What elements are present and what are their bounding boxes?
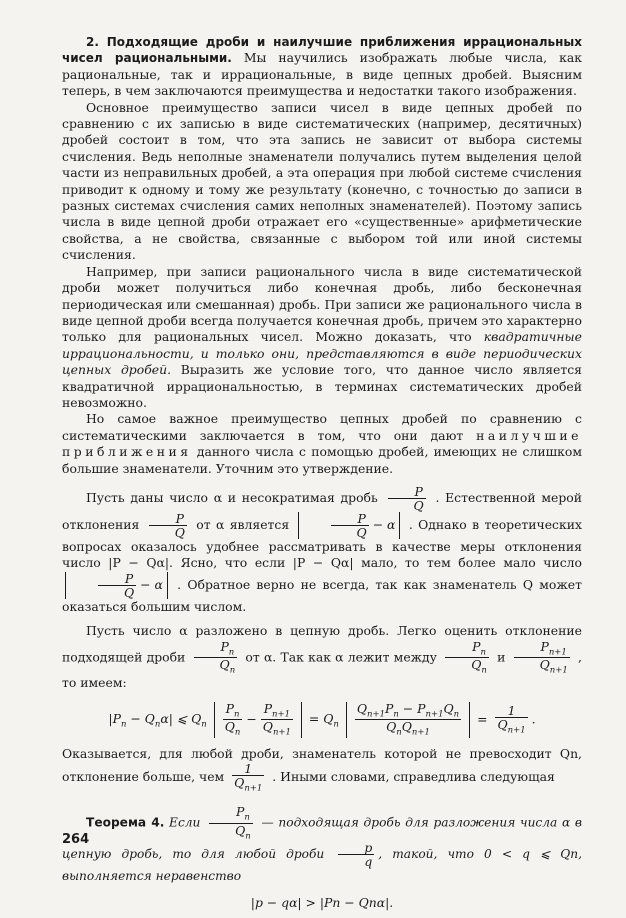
fraction-p-over-q-small: $\frac{p}{q}$ [338, 841, 374, 868]
fraction-pn-over-qn: $\frac{P_n}{Q_n}$ [445, 640, 489, 676]
abs-deviation: $\frac{P}{Q}$ − α [298, 512, 401, 539]
italic-claim: квадратичные иррациональности, и только они, представляются в виде периодических цепных дробей. [62, 329, 582, 378]
page-number: 264 [62, 832, 90, 847]
fraction-pn1-over-qn1: $\frac{P_{n+1}}{Q_{n+1}}$ [514, 640, 570, 676]
theorem-4: Теорема 4. Если $\frac{P_n}{Q_n}$ — подходящая дробь для разложения числа α в цепную дробь, то для любой дроби $\frac{p}{q}$ , такой, что 0 < q ⩽ Qn, выполняется неравенство [62, 804, 583, 884]
fraction-one-over-qn1: $\frac{1}{Q_{n+1}}$ [234, 761, 263, 794]
paragraph-deviation: Пусть даны число α и несократимая дробь $\frac{P}{Q}$ . Естественной мерой отклонения $\frac{P}{Q}$ от α является $\frac{P}{Q}$ − α . Однако в теоретических вопросах оказалось удобнее рассматривать в качестве меры отклонения число |P − Qα|. Ясно, что если |P − Qα| мало, то тем более мало число $\frac{P}{Q}$ − α . Обратное верно не всегда, так как знаменатель Q может оказаться большим числом. [62, 483, 582, 614]
paragraph-best-approximations: Но самое важное преимущество цепных дробей по сравнению с систематическими заключается в том, что они дают наилучшие приближения данного числа с помощью дробей, имеющих не слишком большие знаменатели. Уточним это утверждение. [62, 411, 582, 476]
page-body [62, 34, 582, 918]
fraction-pn-over-qn: $\frac{P_n}{Q_n}$ [209, 805, 253, 841]
theorem-label: Теорема 4. [86, 815, 165, 830]
abs-deviation: $\frac{P}{Q}$ − α [65, 572, 168, 599]
fraction-p-over-q: $\frac{P}{Q}$ [149, 512, 187, 539]
paragraph-conclusion: Оказывается, для любой дроби, знаменатель которой не превосходит Qn, отклонение больше, чем $\frac{1}{Q_{n+1}}$ . Иными словами, справедлива следующая [62, 745, 582, 794]
fraction-p-over-q: $\frac{P}{Q}$ [388, 485, 426, 512]
display-equation: $|P_n - Q_n\alpha|$ ⩽ $Q_n$ $\frac{P_n}{Q_n}$ − $\frac{P_{n+1}}{Q_{n+1}}$ = $Q_n$ $\frac{Q_{n+1}P_n - P_{n+1}Q_n}{Q_nQ_{n+1}}$ = $\frac{1}{Q_{n+1}}$ . [108, 700, 536, 738]
section-paragraph [62, 34, 582, 100]
paragraph-advantage: Основное преимущество записи чисел в виде цепных дробей по сравнению с их записью в виде систематических (например, десятичных) дробей состоит в том, что эта запись не зависит от выбора системы счисления. Ведь неполные знаменатели получались путем выделения целой части из неправильных дробей, а эта операция при любой системе счисления приводит к одному и тому же результату (конечно, с точностью до записи в разных системах счисления самих неполных знаменателей). Поэтому запись числа в виде цепной дроби отражает его «существенные» арифметические свойства, а не свойства, связанные с выбором той или иной системы счисления. [62, 99, 582, 263]
section-title: 2. Подходящие дроби и наилучшие приближения иррациональных чисел рациональными. [62, 35, 582, 66]
fraction-pn-over-qn: $\frac{P_n}{Q_n}$ [194, 640, 238, 676]
section-intro: Мы научились изображать любые числа, как рациональные, так и иррациональные, в виде цепных дробей. Выясним теперь, в чем заключаются преимущества и недостатки такого изображения. [62, 50, 582, 99]
paragraph-example: Например, при записи рационального числа в виде систематической дроби может получиться либо конечная дробь, либо бесконечная периодическая или смешанная) дробь. При записи же рационального числа в виде цепной дроби всегда получается конечная дробь, причем это характерно только для рациональных чисел. Можно доказать, что квадратичные иррациональности, и только они, представляются в виде периодических цепных дробей. Выразить же условие того, что данное число является квадратичной иррациональностью, в терминах систематических дробей невозможно. [62, 263, 582, 410]
theorem-inequality: |p − qα| > |Pn − Qnα|. [250, 894, 394, 910]
paragraph-convergent: Пусть число α разложено в цепную дробь. Легко оценить отклонение подходящей дроби $\frac{P_n}{Q_n}$ от α. Так как α лежит между $\frac{P_n}{Q_n}$ и $\frac{P_{n+1}}{Q_{n+1}}$ , то имеем: [62, 623, 582, 691]
spaced-emphasis: наилучшие приближения [62, 427, 582, 460]
